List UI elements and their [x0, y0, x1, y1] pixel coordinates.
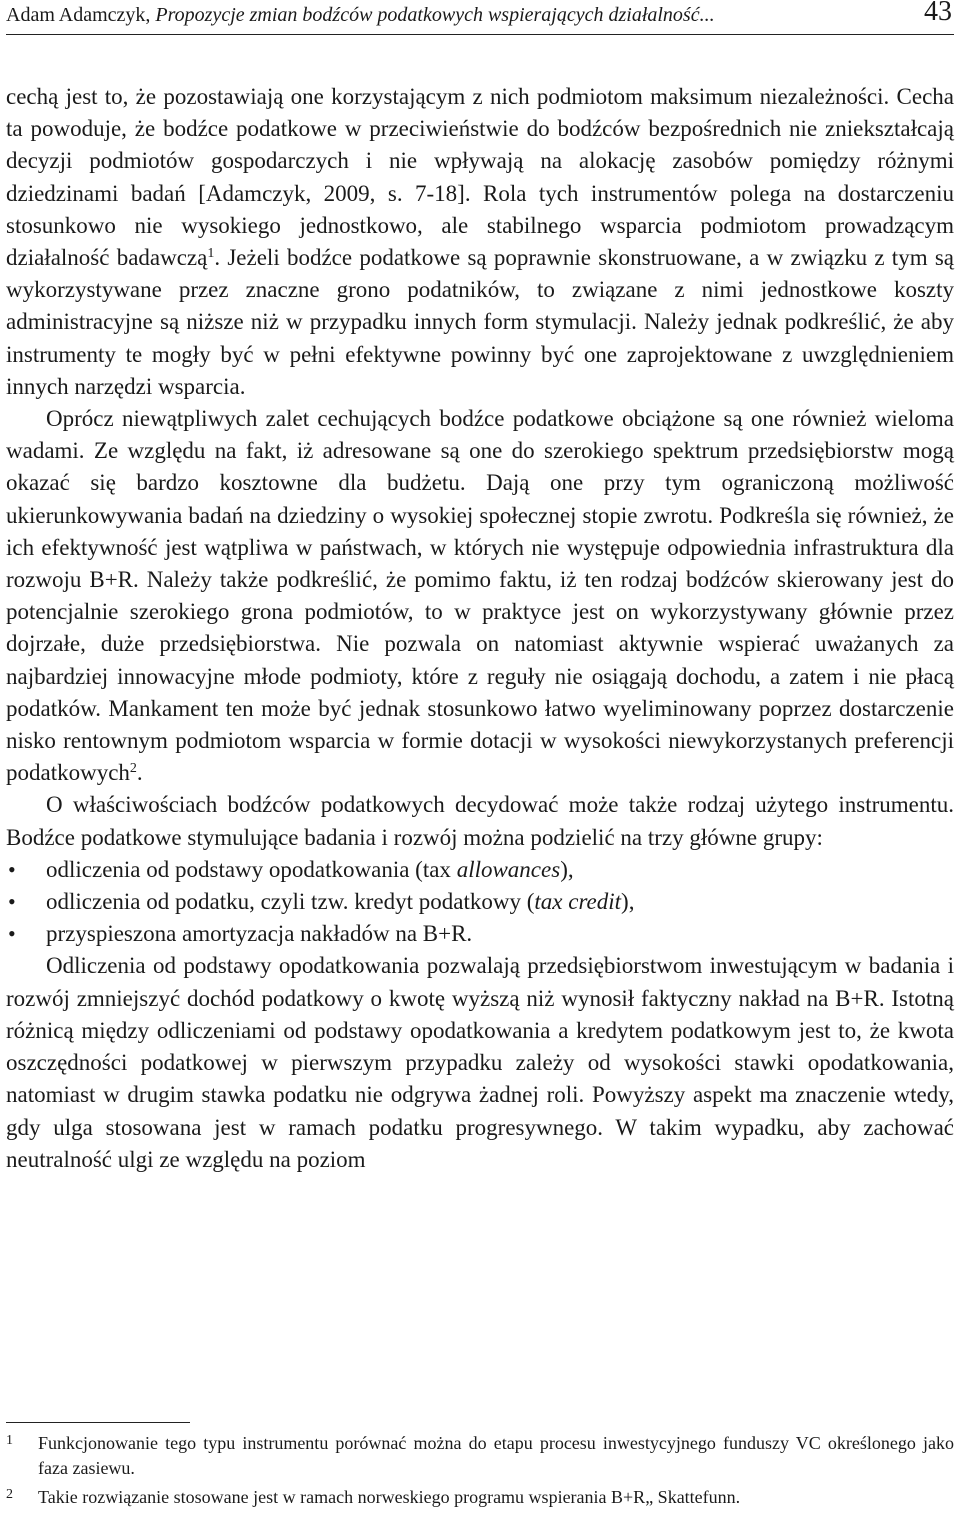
paragraph: Oprócz niewątpliwych zalet cechujących bodźce podatkowe obciążone są one również wieloma wadami. Ze względu na fakt, iż adresowane są one do szerokiego spektrum przedsiębiorstw mogą okazać się bardzo kosztowne dla budżetu. Dają one przy tym ograniczoną możliwość ukierunkowywania badań na dziedziny o wysokiej społecznej stopie zwrotu. Podkreśla się również, że ich efektywność jest wątpliwa w państwach, w których nie występuje odpowiednia infrastruktura dla rozwoju B+R. Należy także podkreślić, że pomimo faktu, iż ten rodzaj bodźców skierowany jest do potencjalnie szerokiego grona podmiotów, to w praktyce jest on wykorzystywany głównie przez dojrzałe, duże przedsiębiorstwa. Nie pozwala on natomiast aktywnie wspierać uważanych za najbardziej innowacyjne młode podmioty, które z reguły nie osiągają dochodu, a zatem i nie płacą podatków. Mankament ten może być jednak stosunkowo łatwo wyeliminowany poprzez dostarczenie nisko rentownym podmiotom wsparcia w formie dotacji w wysokości niewykorzystanych preferencji podatkowych$^2$.	[6, 406, 954, 786]
paragraph: O właściwościach bodźców podatkowych decydować może także rodzaj użytego instrumentu. Bodźce podatkowe stymulujące badania i rozwój można podzielić na trzy główne grupy:	[6, 792, 954, 850]
footnotes	[6, 1431, 954, 1514]
list-item: • przyspieszona amortyzacja nakładów na B+R.	[6, 918, 954, 950]
footnote-number: 1	[6, 1433, 13, 1448]
list-item: • odliczenia od podstawy opodatkowania (tax allowances),	[6, 854, 954, 886]
footnote-separator	[6, 1422, 190, 1423]
header-author: Adam Adamczyk,	[6, 4, 151, 26]
paragraph: Odliczenia od podstawy opodatkowania pozwalają przedsiębiorstwom inwestującym w badania i rozwój zmniejszyć dochód podatkowy o kwotę wyższą niż wynosił faktyczny nakład na B+R. Istotną różnicą między odliczeniami od podstawy opodatkowania a kredytem podatkowym jest to, że kwota oszczędności podatkowej w pierwszym przypadku zależy od wysokości stawki opodatkowania, natomiast w drugim stawka podatku nie odgrywa żadnej roli. Powyższy aspekt ma znaczenie wtedy, gdy ulga stosowana jest w ramach podatku progresywnego. W takim wypadku, aby zachować neutralność ulgi ze względu na poziom	[6, 953, 954, 1172]
footnote-text: Funkcjonowanie tego typu instrumentu porównać można do etapu procesu inwestycyjnego funduszy VC określonego jako faza zasiewu.	[38, 1433, 954, 1478]
footnote-ref: 2	[129, 761, 137, 777]
header-citation	[6, 0, 715, 30]
running-header	[6, 0, 954, 35]
footnote-number: 2	[6, 1487, 13, 1502]
footnote-text: Takie rozwiązanie stosowane jest w ramach norweskiego programu wspierania B+R„ Skattefunn.	[38, 1487, 741, 1507]
footnote	[6, 1485, 954, 1510]
bullet-list	[6, 854, 954, 951]
footnote	[6, 1431, 954, 1481]
header-title: Propozycje zmian bodźców podatkowych wspierających działalność...	[155, 4, 715, 26]
footnote-ref: 1	[207, 246, 215, 262]
page-number: 43	[924, 0, 952, 27]
list-item: • odliczenia od podatku, czyli tzw. kredyt podatkowy (tax credit),	[6, 886, 954, 918]
body-text	[6, 81, 954, 1176]
paragraph: cechą jest to, że pozostawiają one korzystającym z nich podmiotom maksimum niezależności. Cecha ta powoduje, że bodźce podatkowe w przeciwieństwie do bodźców bezpośrednich nie zniekształcają decyzji podmiotów gospodarczych i nie wpływają na alokację zasobów pomiędzy różnymi dziedzinami badań [Adamczyk, 2009, s. 7-18]. Rola tych instrumentów polega na dostarczeniu stosunkowo nie wysokiego jednostkowo, ale stabilnego wsparcia podmiotom prowadzącym działalność badawczą$^1$. Jeżeli bodźce podatkowe są poprawnie skonstruowane, a w związku z tym są wykorzystywane przez znaczne grono podatników, to związane z nimi jednostkowe koszty administracyjne są niższe niż w przypadku innych form stymulacji. Należy jednak podkreślić, że aby instrumenty te mogły być w pełni efektywne powinny być one zaprojektowane z uwzględnieniem innych narzędzi wsparcia.	[6, 84, 954, 399]
